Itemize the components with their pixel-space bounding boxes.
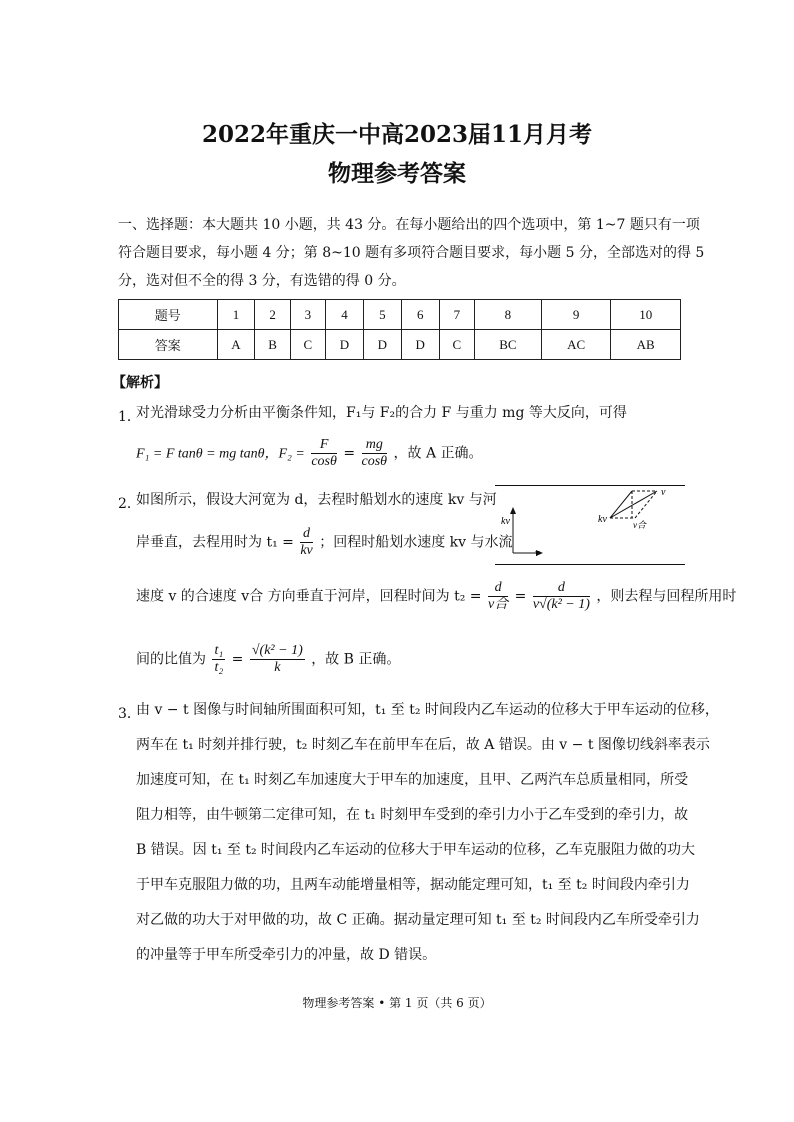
q2-frac3-num: d	[533, 580, 590, 597]
q1-frac2-den: cosθ	[361, 454, 388, 469]
q3-line-2: 两车在 t₁ 时刻并排行驶，t₂ 时刻乙车在前甲车在后，故 A 错误。由 v − t 图像切线斜率表示	[136, 737, 710, 753]
question-number-cell: 4	[326, 300, 364, 330]
q2-line2	[136, 526, 513, 559]
q2-frac2-den: v合	[487, 597, 509, 612]
q2-line3: 速度 v 的合速度 v合 方向垂直于河岸，回程时间为 t₂ = $\frac{d}{\text{v合}}$ = $\frac{d}{\text{v√(k² − 1)}}$ ，则去程与回程所用时	[136, 580, 737, 612]
answer-cell: D	[326, 330, 364, 360]
analysis-header: 【解析】	[112, 375, 168, 391]
answer-cell: D	[363, 330, 401, 360]
q2-frac4-den: t₂	[214, 660, 224, 675]
diagram-label-kv: kv	[501, 516, 510, 527]
q2-fraction-t2b	[533, 580, 590, 613]
page-footer: 物理参考答案 • 第 1 页（共 6 页）	[302, 996, 492, 1010]
q1-line1: 对光滑球受力分析由平衡条件知，F₁与 F₂的合力 F 与重力 mg 等大反向，可得	[136, 405, 627, 421]
diagram-label-v: v	[535, 548, 540, 559]
question-number-cell: 3	[290, 300, 325, 330]
q2-line4-text: 间的比值为	[136, 651, 206, 668]
q3-line-6: 于甲车克服阻力做的功，且两车动能增量相等，据动能定理可知，t₁ 至 t₂ 时间段内牵引力	[136, 877, 690, 893]
q1-formula-text: F₁ = F tanθ = mg tanθ，F₂ =	[136, 446, 305, 462]
q1-frac1-den: cosθ	[311, 454, 337, 469]
q2-fraction-t2a	[488, 580, 508, 613]
q2-line2-text: 岸垂直，去程用时为 t₁ =	[136, 534, 294, 551]
table-row-label: 答案	[119, 330, 218, 360]
answer-cell: AC	[541, 330, 611, 360]
diagram-label-kv-2: kv	[598, 514, 607, 525]
q3-line-5: B 错误。因 t₁ 至 t₂ 时间段内乙车运动的位移大于甲车运动的位移，乙车克服阻力做的功大	[136, 842, 696, 858]
q2-fraction-result	[250, 643, 305, 676]
q1-fraction-1	[311, 437, 337, 470]
document-title: 2022年重庆一中高2023届11月月考	[201, 121, 593, 148]
q2-frac5-den: k	[274, 660, 281, 675]
velocity-diagram	[495, 485, 685, 565]
q2-line4: 间的比值为 $\frac{\text{t₁}}{\text{t₂}}$ = $\frac{\text{√(k² − 1)}}{k}$ ，故 B 正确。	[136, 643, 401, 675]
q2-line4-tail: ，故 B 正确。	[311, 651, 401, 668]
q2-fraction-ratio	[212, 643, 225, 676]
answer-cell: D	[401, 330, 439, 360]
question-number-cell: 2	[255, 300, 290, 330]
answer-cell: C	[290, 330, 325, 360]
q1-number: 1．	[118, 409, 141, 425]
q2-frac2-num: d	[488, 580, 508, 597]
answer-cell: BC	[474, 330, 541, 360]
table-row-label: 题号	[119, 300, 218, 330]
q3-line-8: 的冲量等于甲车所受牵引力的冲量，故 D 错误。	[136, 947, 437, 963]
answer-cell: C	[439, 330, 474, 360]
q2-frac-den: kv	[300, 543, 313, 558]
question-number-cell: 1	[217, 300, 255, 330]
q2-frac-num: d	[300, 526, 312, 543]
q2-line1: 如图所示，假设大河宽为 d，去程时船划水的速度 kv 与河	[136, 492, 497, 508]
q3-line-3: 加速度可知，在 t₁ 时刻乙车加速度大于甲车的加速度，且甲、乙两汽车总质量相同，所受	[136, 772, 689, 788]
answer-cell: B	[255, 330, 290, 360]
section1-line3: 分，选对但不全的得 3 分，有选错的得 0 分。	[118, 273, 406, 289]
question-number-cell: 7	[439, 300, 474, 330]
q2-frac3-den: v√(k² − 1)	[532, 597, 590, 612]
q1-frac2-num: mg	[362, 437, 388, 454]
q3-line-7: 对乙做的功大于对甲做的功，故 C 正确。据动量定理可知 t₁ 至 t₂ 时间段内乙车所受牵引力	[136, 912, 700, 928]
q3-number: 3．	[118, 706, 141, 722]
diagram-label-vhe: v合	[633, 520, 646, 530]
table-row-numbers	[119, 300, 681, 330]
section1-line1: 一、选择题：本大题共 10 小题，共 43 分。在每小题给出的四个选项中，第 1~7 题只有一项	[118, 217, 700, 233]
q1-equals: =	[343, 445, 356, 462]
q1-frac1-num: F	[311, 437, 337, 454]
diagram-label-v-2: v	[661, 487, 666, 498]
answer-cell: A	[217, 330, 255, 360]
q3-line-4: 阻力相等，由牛顿第二定律可知，在 t₁ 时刻甲车受到的牵引力小于乙车受到的牵引力，故	[136, 807, 689, 823]
question-number-cell: 9	[541, 300, 611, 330]
q2-number: 2．	[118, 496, 141, 512]
table-row-answers	[119, 330, 681, 360]
q1-formula	[136, 437, 483, 471]
q2-fraction-t1	[300, 526, 312, 559]
q2-frac4-num: t₁	[214, 643, 224, 658]
q2-line3-tail: ，则去程与回程所用时	[596, 588, 737, 605]
section1-line2: 符合题目要求，每小题 4 分；第 8~10 题有多项符合题目要求，每小题 5 分，全部选对的得 5	[118, 245, 705, 261]
answer-table	[118, 299, 681, 360]
q3-line-1: 由 v − t 图像与时间轴所围面积可知，t₁ 至 t₂ 时间段内乙车运动的位移大于甲车运动的位移，	[136, 702, 719, 718]
question-number-cell: 5	[363, 300, 401, 330]
q1-fraction-2	[362, 437, 388, 470]
question-number-cell: 10	[611, 300, 681, 330]
question-number-cell: 8	[474, 300, 541, 330]
q1-tail: ，故 A 正确。	[393, 445, 483, 462]
answer-cell: AB	[611, 330, 681, 360]
document-subtitle: 物理参考答案	[328, 160, 466, 187]
q2-frac5-num: √(k² − 1)	[251, 643, 303, 658]
q2-line2-tail: ；回程时船划水速度 kv 与水流	[319, 534, 513, 551]
question-number-cell: 6	[401, 300, 439, 330]
q2-line3-text: 速度 v 的合速度 v合 方向垂直于河岸，回程时间为 t₂ =	[136, 588, 482, 605]
